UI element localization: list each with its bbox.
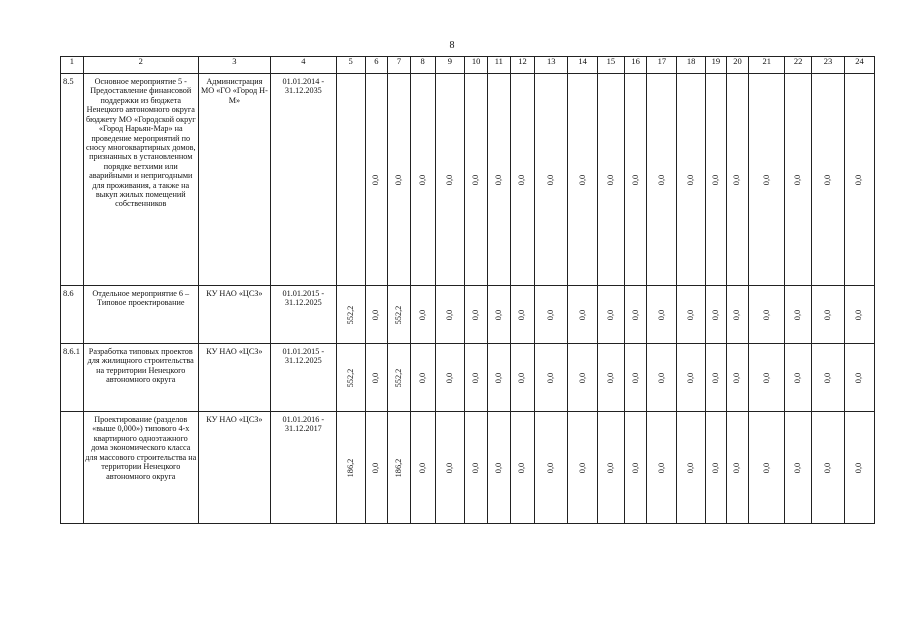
value-text: 0,0 — [577, 372, 587, 383]
value-cell — [812, 344, 845, 412]
executor: КУ НАО «ЦСЗ» — [198, 412, 270, 524]
value-text: 0,0 — [854, 309, 864, 320]
value-cell — [510, 74, 535, 286]
header-cell: 22 — [785, 57, 812, 74]
value-cell — [624, 286, 647, 344]
value-text: 0,0 — [793, 462, 803, 473]
term: 01.01.2016 - 31.12.2017 — [270, 412, 336, 524]
value-text: 0,0 — [657, 462, 667, 473]
value-cell — [487, 344, 510, 412]
header-cell: 18 — [677, 57, 706, 74]
value-cell — [706, 286, 727, 344]
header-cell: 10 — [465, 57, 488, 74]
value-cell — [535, 286, 568, 344]
value-text: 0,0 — [546, 174, 556, 185]
value-cell — [647, 74, 677, 286]
header-cell: 3 — [198, 57, 270, 74]
table-body — [61, 74, 875, 524]
value-cell — [812, 74, 845, 286]
activity-name: Проектирование (разделов «выше 0,000») типового 4-х квартирного одноэтажного дома экономического класса для массового строительства на территории Ненецкого автономного округа — [83, 412, 198, 524]
value-text: 0,0 — [854, 372, 864, 383]
page-number: 8 — [449, 40, 455, 51]
value-cell — [410, 344, 435, 412]
value-cell — [568, 344, 598, 412]
value-text: 0,0 — [445, 309, 455, 320]
value-cell — [785, 344, 812, 412]
value-text: 0,0 — [630, 174, 640, 185]
value-cell — [624, 412, 647, 524]
value-text: 0,0 — [823, 372, 833, 383]
value-cell — [435, 74, 465, 286]
value-cell — [749, 74, 785, 286]
value-cell — [510, 412, 535, 524]
value-cell — [435, 412, 465, 524]
value-text: 0,0 — [394, 174, 404, 185]
value-cell — [812, 286, 845, 344]
value-cell — [812, 412, 845, 524]
header-cell: 12 — [510, 57, 535, 74]
value-text: 0,0 — [711, 462, 721, 473]
value-text: 186,2 — [345, 458, 355, 477]
value-text: 0,0 — [471, 462, 481, 473]
value-cell — [535, 412, 568, 524]
header-cell: 9 — [435, 57, 465, 74]
value-cell — [647, 412, 677, 524]
value-cell — [726, 344, 749, 412]
value-text: 0,0 — [606, 309, 616, 320]
value-cell — [388, 344, 411, 412]
value-text: 552,2 — [345, 368, 355, 387]
value-text: 186,2 — [394, 458, 404, 477]
value-text: 0,0 — [657, 309, 667, 320]
header-cell: 5 — [336, 57, 365, 74]
value-text: 0,0 — [471, 372, 481, 383]
header-cell: 15 — [598, 57, 625, 74]
term: 01.01.2015 - 31.12.2025 — [270, 344, 336, 412]
value-cell — [336, 286, 365, 344]
value-text: 0,0 — [761, 372, 771, 383]
value-text: 0,0 — [417, 309, 427, 320]
value-cell — [726, 412, 749, 524]
value-cell — [435, 344, 465, 412]
value-text: 0,0 — [761, 174, 771, 185]
value-text: 0,0 — [577, 174, 587, 185]
value-cell — [535, 74, 568, 286]
value-cell — [487, 286, 510, 344]
value-cell — [510, 286, 535, 344]
header-cell: 11 — [487, 57, 510, 74]
value-text: 0,0 — [732, 174, 742, 185]
value-text: 0,0 — [732, 462, 742, 473]
value-text: 0,0 — [657, 174, 667, 185]
value-cell — [844, 286, 874, 344]
header-cell: 7 — [388, 57, 411, 74]
value-cell — [487, 74, 510, 286]
value-cell — [365, 74, 388, 286]
value-cell — [465, 286, 488, 344]
value-cell — [647, 344, 677, 412]
executor: КУ НАО «ЦСЗ» — [198, 344, 270, 412]
value-cell — [388, 286, 411, 344]
value-cell — [388, 412, 411, 524]
table-row — [61, 74, 875, 286]
value-text: 0,0 — [494, 174, 504, 185]
value-cell — [435, 286, 465, 344]
value-cell — [706, 74, 727, 286]
value-cell — [677, 412, 706, 524]
value-text: 0,0 — [761, 309, 771, 320]
value-text: 0,0 — [494, 462, 504, 473]
value-text: 0,0 — [494, 309, 504, 320]
value-cell — [677, 344, 706, 412]
header-cell: 20 — [726, 57, 749, 74]
value-text: 552,2 — [394, 305, 404, 324]
value-cell — [365, 344, 388, 412]
table-row — [61, 344, 875, 412]
value-cell — [726, 74, 749, 286]
value-cell — [624, 74, 647, 286]
row-number: 8.5 — [61, 74, 84, 286]
value-text: 0,0 — [793, 174, 803, 185]
value-text: 0,0 — [630, 372, 640, 383]
activity-name: Разработка типовых проектов для жилищного строительства на территории Ненецкого автономного округа — [83, 344, 198, 412]
value-text: 0,0 — [606, 174, 616, 185]
value-cell — [706, 412, 727, 524]
value-cell — [365, 286, 388, 344]
value-text: 0,0 — [494, 372, 504, 383]
header-cell: 13 — [535, 57, 568, 74]
value-cell — [535, 344, 568, 412]
value-cell — [785, 74, 812, 286]
value-text: 0,0 — [371, 309, 381, 320]
value-text: 0,0 — [686, 309, 696, 320]
value-text: 0,0 — [732, 372, 742, 383]
value-text: 0,0 — [686, 174, 696, 185]
value-cell — [598, 74, 625, 286]
value-cell — [749, 286, 785, 344]
value-cell — [598, 412, 625, 524]
value-cell — [410, 412, 435, 524]
value-text: 0,0 — [471, 174, 481, 185]
value-cell — [465, 412, 488, 524]
row-number — [61, 412, 84, 524]
value-text: 0,0 — [417, 174, 427, 185]
row-number: 8.6.1 — [61, 344, 84, 412]
value-text: 552,2 — [394, 368, 404, 387]
row-number: 8.6 — [61, 286, 84, 344]
value-cell — [568, 74, 598, 286]
value-cell — [410, 286, 435, 344]
header-cell: 16 — [624, 57, 647, 74]
value-text: 0,0 — [793, 372, 803, 383]
value-cell — [706, 344, 727, 412]
value-text: 0,0 — [606, 372, 616, 383]
value-text: 0,0 — [546, 462, 556, 473]
value-text: 0,0 — [417, 372, 427, 383]
term: 01.01.2015 - 31.12.2025 — [270, 286, 336, 344]
header-cell: 17 — [647, 57, 677, 74]
value-text: 0,0 — [417, 462, 427, 473]
value-cell — [568, 412, 598, 524]
value-cell — [568, 286, 598, 344]
value-text: 0,0 — [823, 309, 833, 320]
value-cell — [598, 286, 625, 344]
executor: КУ НАО «ЦСЗ» — [198, 286, 270, 344]
value-text: 0,0 — [577, 309, 587, 320]
value-text: 0,0 — [371, 372, 381, 383]
value-text: 0,0 — [630, 309, 640, 320]
header-cell: 2 — [83, 57, 198, 74]
value-cell — [598, 344, 625, 412]
value-text: 0,0 — [577, 462, 587, 473]
value-text: 0,0 — [761, 462, 771, 473]
value-text: 0,0 — [854, 174, 864, 185]
value-cell — [726, 286, 749, 344]
value-text: 0,0 — [823, 462, 833, 473]
value-cell — [487, 412, 510, 524]
header-cell: 6 — [365, 57, 388, 74]
value-text: 0,0 — [711, 309, 721, 320]
header-cell: 1 — [61, 57, 84, 74]
value-text: 0,0 — [445, 174, 455, 185]
value-cell — [785, 412, 812, 524]
value-cell — [749, 344, 785, 412]
value-text: 0,0 — [546, 309, 556, 320]
activity-name: Отдельное мероприятие 6 – Типовое проектирование — [83, 286, 198, 344]
value-cell — [465, 74, 488, 286]
value-text: 0,0 — [517, 462, 527, 473]
value-cell — [844, 344, 874, 412]
value-text: 0,0 — [854, 462, 864, 473]
value-text: 0,0 — [686, 372, 696, 383]
value-text: 552,2 — [345, 305, 355, 324]
value-text: 0,0 — [445, 462, 455, 473]
value-cell — [336, 74, 365, 286]
value-cell — [785, 286, 812, 344]
value-cell — [336, 344, 365, 412]
value-cell — [510, 344, 535, 412]
header-row — [61, 57, 875, 74]
header-cell: 24 — [844, 57, 874, 74]
value-text: 0,0 — [711, 372, 721, 383]
value-text: 0,0 — [471, 309, 481, 320]
value-text: 0,0 — [823, 174, 833, 185]
header-cell: 19 — [706, 57, 727, 74]
value-text: 0,0 — [371, 462, 381, 473]
executor: Администрация МО «ГО «Город Н-М» — [198, 74, 270, 286]
value-text: 0,0 — [517, 174, 527, 185]
header-cell: 23 — [812, 57, 845, 74]
header-cell: 21 — [749, 57, 785, 74]
program-table — [60, 56, 875, 524]
value-text: 0,0 — [657, 372, 667, 383]
value-cell — [410, 74, 435, 286]
value-text: 0,0 — [732, 309, 742, 320]
value-cell — [844, 412, 874, 524]
activity-name: Основное мероприятие 5 - Предоставление финансовой поддержки из бюджета Ненецкого автономного округа бюджету МО «Городской округ «Город Нарьян-Мар» на проведение мероприятий по сносу многоквартирных домов, признанных в установленном порядке ветхими или аварийными и непригодными для проживания, а также на выкуп жилых помещений собственников — [83, 74, 198, 286]
value-text: 0,0 — [686, 462, 696, 473]
header-cell: 8 — [410, 57, 435, 74]
value-text: 0,0 — [517, 309, 527, 320]
value-cell — [749, 412, 785, 524]
value-cell — [677, 74, 706, 286]
value-text: 0,0 — [630, 462, 640, 473]
value-cell — [624, 344, 647, 412]
term: 01.01.2014 - 31.12.2035 — [270, 74, 336, 286]
value-cell — [336, 412, 365, 524]
value-cell — [388, 74, 411, 286]
value-text: 0,0 — [546, 372, 556, 383]
value-text: 0,0 — [606, 462, 616, 473]
header-cell: 14 — [568, 57, 598, 74]
value-cell — [677, 286, 706, 344]
value-cell — [365, 412, 388, 524]
value-cell — [647, 286, 677, 344]
header-cell: 4 — [270, 57, 336, 74]
value-cell — [844, 74, 874, 286]
table-row — [61, 412, 875, 524]
value-text: 0,0 — [517, 372, 527, 383]
value-text: 0,0 — [445, 372, 455, 383]
value-text: 0,0 — [711, 174, 721, 185]
table-row — [61, 286, 875, 344]
value-cell — [465, 344, 488, 412]
value-text: 0,0 — [371, 174, 381, 185]
value-text: 0,0 — [793, 309, 803, 320]
